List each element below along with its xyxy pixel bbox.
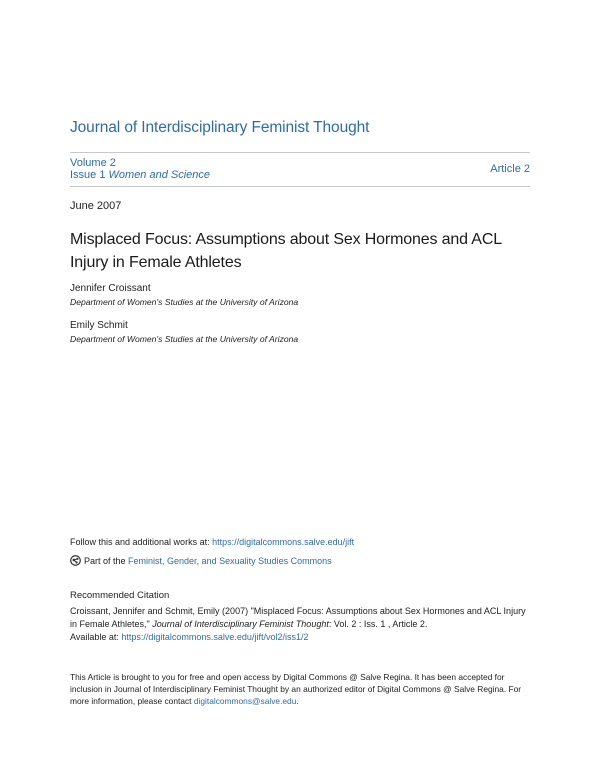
author-affiliation: Department of Women's Studies at the University of Arizona [70, 334, 299, 344]
journal-title[interactable]: Journal of Interdisciplinary Feminist Thought [70, 119, 370, 136]
access-text-end: . [296, 696, 299, 706]
publication-date: June 2007 [70, 200, 122, 212]
issue-name: Women and Science [108, 169, 211, 181]
citation-text [70, 605, 532, 644]
follow-link[interactable]: https://digitalcommons.salve.edu/jift [212, 537, 355, 547]
issue-label: Issue 1 [70, 169, 106, 181]
access-text: This Article is brought to you for free and open access by Digital Commons @ Salve Regina. It has been accepted for inclusion in Journal of Interdisciplinary Feminist Thought by an authorized editor of Digital Commons @ Salve Regina. For more information, please contact [70, 672, 522, 706]
issue-link[interactable] [70, 169, 210, 182]
access-statement [70, 671, 532, 707]
divider-top [70, 152, 530, 153]
commons-link[interactable]: Feminist, Gender, and Sexuality Studies Commons [128, 556, 332, 566]
follow-text: Follow this and additional works at: [70, 537, 213, 547]
volume-link[interactable]: Volume 2 [70, 157, 116, 169]
citation-journal: Journal of Interdisciplinary Feminist Thought [152, 619, 329, 629]
author-affiliation: Department of Women's Studies at the University of Arizona [70, 297, 299, 307]
contact-email-link[interactable]: digitalcommons@salve.edu [193, 696, 297, 706]
network-icon [70, 555, 81, 566]
available-label: Available at: [70, 632, 122, 642]
author-name[interactable]: Jennifer Croissant [70, 283, 151, 294]
article-link[interactable]: Article 2 [490, 163, 530, 175]
citation-body: Croissant, Jennifer and Schmit, Emily (2007) "Misplaced Focus: Assumptions about Sex Hormones and ACL Injury in Female Athletes," [70, 606, 526, 629]
paper-title[interactable]: Misplaced Focus: Assumptions about Sex Hormones and ACL Injury in Female Athletes [70, 231, 502, 271]
part-of-text: Part of the [84, 556, 129, 566]
author-name[interactable]: Emily Schmit [70, 320, 128, 331]
article-url-link[interactable]: https://digitalcommons.salve.edu/jift/vol2/iss1/2 [121, 632, 309, 642]
part-of-line [70, 555, 332, 567]
follow-line [70, 536, 354, 548]
citation-volume: : Vol. 2 : Iss. 1 , Article 2. [328, 619, 428, 629]
citation-heading: Recommended Citation [70, 590, 170, 601]
divider-bottom [70, 186, 530, 187]
